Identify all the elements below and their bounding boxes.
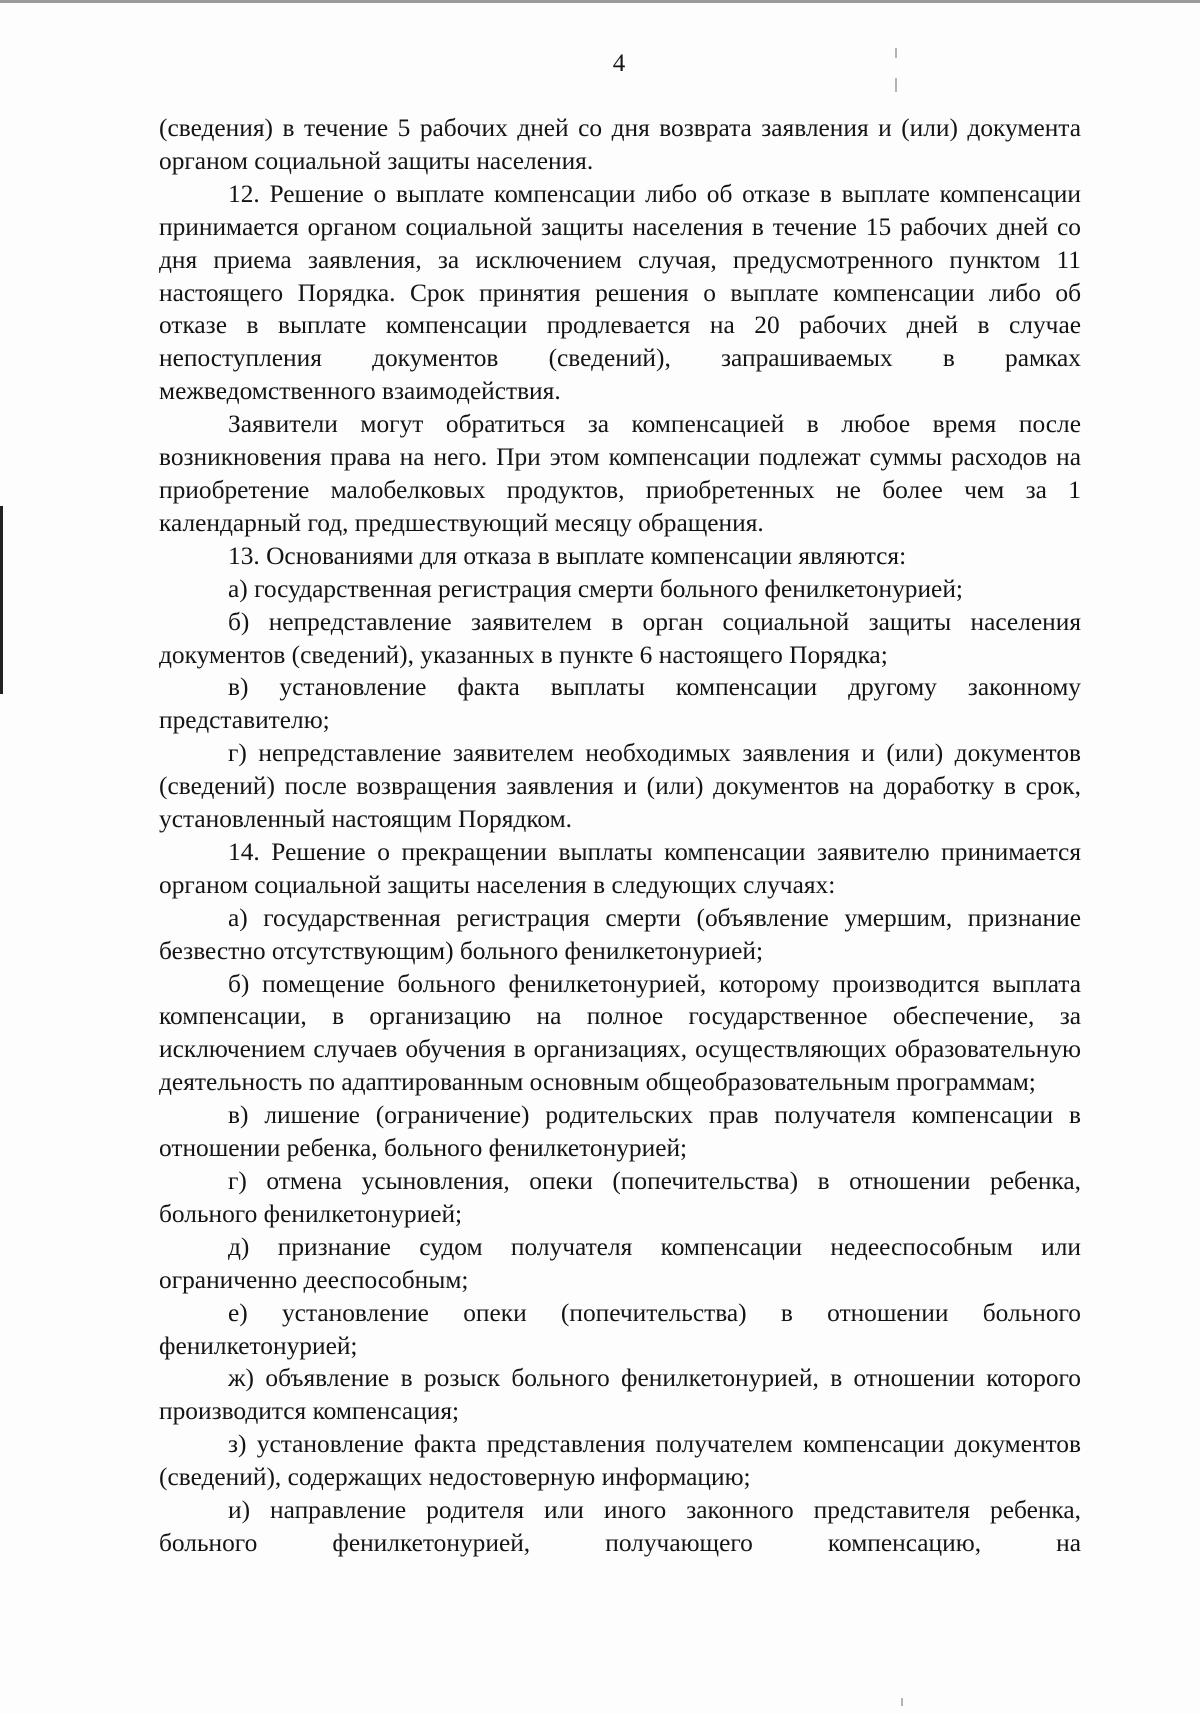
list-item: г) непредставление заявителем необходимых заявления и (или) документов (сведений) после возвращения заявления и (или) документов на доработку в срок, установленный настоящим Порядком. [159, 739, 1081, 834]
scan-speck [901, 1698, 903, 1706]
list-item: з) установление факта представления получателем компенсации документов (сведений), содержащих недостоверную информацию; [159, 1430, 1081, 1492]
list-item: в) лишение (ограничение) родительских прав получателя компенсации в отношении ребенка, больного фенилкетонурией; [159, 1101, 1081, 1163]
list-item: д) признание судом получателя компенсации недееспособным или ограниченно дееспособным; [159, 1232, 1081, 1294]
list-item: и) направление родителя или иного законного представителя ребенка, больного фенилкетонурией, получающего компенсацию, на [159, 1496, 1081, 1557]
list-item: ж) объявление в розыск больного фенилкетонурией, в отношении которого производится компенсация; [159, 1364, 1081, 1426]
scan-left-margin-mark [0, 506, 3, 694]
list-item: в) установление факта выплаты компенсации другому законному представителю; [159, 673, 1081, 735]
paragraph: (сведения) в течение 5 рабочих дней со дня возврата заявления и (или) документа органом социальной защиты населения. [159, 114, 1081, 175]
paragraph: Заявители могут обратиться за компенсацией в любое время после возникновения права на него. При этом компенсации подлежат суммы расходов на приобретение малобелковых продуктов, приобретенных не более чем за 1 календарный год, предшествующий месяцу обращения. [159, 410, 1081, 537]
paragraph-item-14: 14. Решение о прекращении выплаты компенсации заявителю принимается органом социальной защиты населения в следующих случаях: [159, 837, 1081, 899]
paragraph-item-13: 13. Основаниями для отказа в выплате компенсации являются: [228, 541, 907, 570]
list-item: г) отмена усыновления, опеки (попечительства) в отношении ребенка, больного фенилкетонурией; [159, 1167, 1081, 1228]
list-item: б) непредставление заявителем в орган социальной защиты населения документов (сведений), указанных в пункте 6 настоящего Порядка; [159, 607, 1081, 669]
scan-top-edge [0, 0, 1200, 3]
page-number: 4 [612, 50, 626, 77]
document-body [159, 112, 1081, 1560]
list-item: е) установление опеки (попечительства) в отношении больного фенилкетонурией; [159, 1298, 1081, 1360]
list-item: а) государственная регистрация смерти больного фенилкетонурией; [228, 574, 963, 603]
scan-speck [895, 78, 897, 92]
list-item: а) государственная регистрация смерти (объявление умершим, признание безвестно отсутствующим) больного фенилкетонурией; [159, 903, 1081, 965]
paragraph-item-12: 12. Решение о выплате компенсации либо об отказе в выплате компенсации принимается органом социальной защиты населения в течение 15 рабочих дней со дня приема заявления, за исключением случая, предусмотренного пунктом 11 настоящего Порядка. Срок принятия решения о выплате компенсации либо об отказе в выплате компенсации продлевается на 20 рабочих дней в случае непоступления документов (сведений), запрашиваемых в рамках межведомственного взаимодействия. [159, 179, 1081, 406]
list-item: б) помещение больного фенилкетонурией, которому производится выплата компенсации, в организацию на полное государственное обеспечение, за исключением случаев обучения в организациях, осуществляющих образовательную деятельность по адаптированным основным общеобразовательным программам; [159, 969, 1081, 1097]
